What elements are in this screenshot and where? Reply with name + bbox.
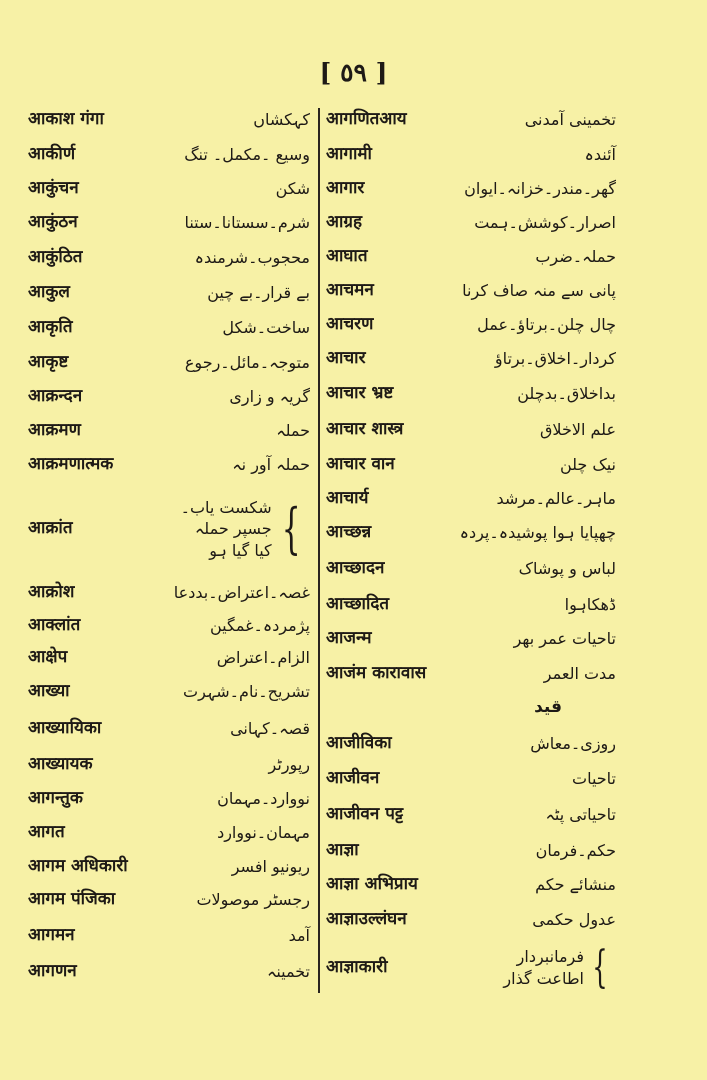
brace-glyph: {: [592, 942, 608, 993]
entry-row: [28, 482, 310, 576]
urdu-meaning-line: اطاعت گذار: [503, 969, 584, 988]
hindi-headword: आक्लांत: [28, 615, 81, 636]
hindi-headword: आख्यायिका: [28, 718, 102, 739]
entry-row: [326, 868, 616, 902]
urdu-meaning: گریہ و زاری: [229, 386, 310, 406]
hindi-headword: आकृति: [28, 317, 73, 338]
entry-row: [28, 884, 310, 916]
entry-row: [326, 938, 616, 998]
urdu-meaning: چال چلن۔برتاؤ۔عمل: [477, 314, 616, 334]
hindi-headword: आक्रमणात्मक: [28, 454, 114, 475]
urdu-meaning-lines: [503, 946, 584, 989]
entry-row: [28, 310, 310, 346]
entry-row: [326, 240, 616, 274]
urdu-meaning: تخمینی آمدنی: [524, 109, 616, 129]
hindi-headword: आचार भ्रष्ट: [326, 383, 394, 404]
hindi-headword: आचार शास्त्र: [326, 419, 404, 440]
urdu-meaning: غصہ۔اعتراض۔بددعا: [173, 582, 310, 602]
entry-row: [28, 138, 310, 172]
hindi-headword: आकीर्ण: [28, 144, 76, 165]
urdu-meaning-group: [181, 482, 310, 576]
urdu-meaning: نیک چلن: [559, 454, 616, 474]
entry-row: [28, 380, 310, 414]
urdu-meaning: مدت العمر: [543, 663, 616, 683]
hindi-headword: आगम पंजिका: [28, 889, 116, 910]
hindi-headword: आजंम कारावास: [326, 663, 427, 684]
entry-row: [28, 816, 310, 850]
hindi-headword: आगणन: [28, 961, 77, 982]
entry-row: [28, 748, 310, 782]
urdu-meaning: وسیع ۔مکمل۔ تنگ: [184, 144, 310, 164]
entry-row: [28, 610, 310, 642]
entry-row: [326, 376, 616, 412]
urdu-meaning: تاحیات عمر بھر: [513, 628, 616, 648]
urdu-meaning-line: فرمانبردار: [516, 947, 584, 967]
hindi-headword: आचार वान: [326, 454, 395, 475]
urdu-meaning: بے قرار۔بے چین: [207, 282, 310, 302]
entry-row: [326, 588, 616, 622]
entry-row: [28, 916, 310, 956]
entry-row: [28, 172, 310, 206]
entry-row: [326, 412, 616, 448]
entry-row: [326, 834, 616, 868]
hindi-headword: आगमन: [28, 925, 75, 946]
urdu-meaning: پژمردہ۔غمگین: [209, 615, 310, 635]
hindi-headword: आक्रन्दन: [28, 386, 83, 407]
hindi-headword: आक्रोश: [28, 582, 75, 603]
hindi-headword: आकुल: [28, 282, 70, 303]
entry-row: [28, 642, 310, 674]
entry-row: [28, 576, 310, 610]
hindi-headword: आच्छन्न: [326, 522, 372, 543]
urdu-meaning: تشریح۔نام۔شہرت: [183, 681, 310, 701]
entry-row: [28, 448, 310, 482]
urdu-meaning: آمد: [288, 925, 310, 945]
right-column: [326, 102, 616, 998]
brace-glyph: {: [281, 497, 301, 560]
urdu-meaning: ڈھکاہوا: [564, 594, 616, 614]
hindi-headword: आज्ञा: [326, 840, 359, 861]
urdu-meaning: تاحیاتی پٹہ: [545, 804, 616, 824]
urdu-meaning: شرم۔سستانا۔ستنا: [184, 212, 310, 232]
urdu-meaning: بداخلاق۔بدچلن: [517, 383, 616, 403]
hindi-headword: आगत: [28, 822, 65, 843]
urdu-meaning: عدول حکمی: [532, 909, 616, 929]
entry-row: [326, 172, 616, 206]
hindi-headword: आजन्म: [326, 628, 372, 649]
entry-row: [28, 276, 310, 310]
urdu-meaning-line: کیا گیا ہو: [209, 540, 272, 560]
hindi-headword: आचरण: [326, 314, 374, 335]
entry-row: [326, 796, 616, 834]
entry-row: [326, 342, 616, 376]
hindi-headword: आकुंचन: [28, 178, 79, 199]
urdu-meaning: اصرار۔کوشش۔ہمت: [474, 212, 616, 232]
entry-row: [326, 206, 616, 240]
hindi-headword: आगार: [326, 178, 365, 199]
entry-row: [326, 656, 616, 726]
urdu-meaning: حکم۔فرمان: [535, 840, 616, 860]
entry-row: [28, 414, 310, 448]
urdu-meaning: حملہ آور نہ: [232, 454, 310, 474]
urdu-meaning-line: جسپر حملہ: [194, 519, 272, 539]
entry-row: [28, 206, 310, 240]
urdu-meaning: حملہ۔ضرب: [535, 246, 616, 266]
urdu-meaning: ماہر۔عالم۔مرشد: [496, 488, 616, 508]
entry-row: [326, 102, 616, 138]
entry-row: [326, 902, 616, 938]
hindi-headword: आजीविका: [326, 733, 392, 754]
urdu-meaning: پانی سے منہ صاف کرنا: [462, 280, 616, 300]
hindi-headword: आजीवन: [326, 768, 380, 789]
hindi-headword: आचमन: [326, 280, 374, 301]
urdu-meaning: لباس و پوشاک: [518, 558, 616, 578]
left-column: [28, 102, 310, 988]
hindi-headword: आगणितआय: [326, 109, 407, 130]
hindi-headword: आख्यायक: [28, 754, 93, 775]
hindi-headword: आकुंठित: [28, 247, 83, 268]
hindi-headword: आक्रांत: [28, 518, 73, 539]
hindi-headword: आचार्य: [326, 488, 369, 509]
entry-row: [28, 710, 310, 748]
urdu-meaning: متوجہ۔مائل۔رجوع: [184, 352, 310, 372]
hindi-headword: आकाश गंगा: [28, 109, 104, 130]
entry-row: [326, 274, 616, 308]
urdu-meaning: رپورٹر: [268, 754, 310, 774]
hindi-headword: आच्छादन: [326, 558, 385, 579]
entry-row: [28, 956, 310, 988]
urdu-meaning: کہکشاں: [253, 109, 310, 129]
entry-row: [326, 516, 616, 550]
entry-row: [326, 762, 616, 796]
entry-row: [28, 346, 310, 380]
hindi-headword: आचार: [326, 348, 366, 369]
entry-row: [28, 850, 310, 884]
entry-row: [326, 482, 616, 516]
urdu-meaning: الزام۔اعتراض: [216, 647, 310, 667]
entry-row: [326, 726, 616, 762]
entry-row: [326, 622, 616, 656]
hindi-headword: आख्या: [28, 681, 70, 702]
urdu-meaning: قصہ۔کہانی: [230, 718, 310, 738]
column-divider: [318, 108, 320, 993]
hindi-headword: आकृष्ट: [28, 352, 69, 373]
hindi-headword: आक्रमण: [28, 420, 81, 441]
hindi-headword: आक्षेप: [28, 647, 68, 668]
urdu-meaning: روزی۔معاش: [530, 733, 616, 753]
entry-row: [28, 102, 310, 138]
urdu-meaning: چھپایا ہوا پوشیدہ۔پردہ: [459, 522, 616, 542]
hindi-headword: आज्ञाउल्लंघन: [326, 909, 407, 930]
urdu-meaning-lines: [181, 497, 272, 562]
urdu-meaning-continuation: قید: [534, 697, 562, 717]
entry-row: [28, 240, 310, 276]
urdu-meaning: تاحیات: [572, 768, 616, 788]
urdu-meaning: علم الاخلاق: [540, 419, 616, 439]
hindi-headword: आगन्तुक: [28, 788, 83, 809]
entry-row: [326, 138, 616, 172]
urdu-meaning: شکن: [275, 178, 310, 198]
urdu-meaning: منشائے حکم: [535, 874, 616, 894]
hindi-headword: आच्छादित: [326, 594, 390, 615]
urdu-meaning: کردار۔اخلاق۔برتاؤ: [494, 348, 616, 368]
entry-row: [28, 674, 310, 710]
urdu-meaning: محجوب۔شرمندہ: [194, 247, 310, 267]
urdu-meaning: حملہ: [276, 420, 310, 440]
entry-row: [28, 782, 310, 816]
urdu-meaning: ریونیو افسر: [231, 856, 310, 876]
urdu-meaning-line: شکست یاب۔: [180, 497, 272, 517]
urdu-meaning: گھر۔مندر۔خزانہ۔ایوان: [464, 178, 616, 198]
urdu-meaning-group: [503, 938, 616, 998]
hindi-headword: आज्ञाकारी: [326, 957, 388, 978]
hindi-headword: आघात: [326, 246, 368, 267]
entry-row: [326, 448, 616, 482]
hindi-headword: आग्रह: [326, 212, 362, 233]
hindi-headword: आजीवन पट्ट: [326, 804, 404, 825]
urdu-meaning: ساخت۔شکل: [222, 317, 310, 337]
page-number: [ ٥٩ ]: [319, 58, 388, 87]
hindi-headword: आकुंठन: [28, 212, 78, 233]
entry-row: [326, 308, 616, 342]
urdu-meaning: تخمینہ: [266, 961, 310, 981]
urdu-meaning: مہمان۔نووارد: [217, 822, 310, 842]
hindi-headword: आगामी: [326, 144, 372, 165]
urdu-meaning: رجسٹر موصولات: [196, 889, 310, 909]
urdu-meaning: آئندہ: [584, 144, 616, 164]
entry-row: [326, 550, 616, 588]
hindi-headword: आगम अधिकारी: [28, 856, 128, 877]
urdu-meaning: نووارد۔مہمان: [217, 788, 310, 808]
hindi-headword: आज्ञा अभिप्राय: [326, 874, 418, 895]
